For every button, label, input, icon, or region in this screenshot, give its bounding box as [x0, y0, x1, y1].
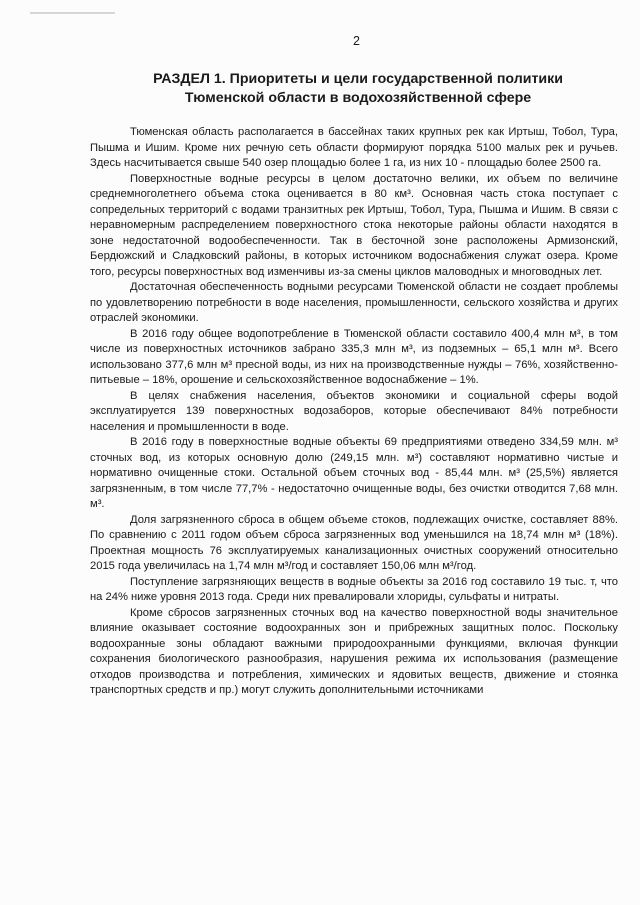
paragraph-6: В 2016 году в поверхностные водные объекты 69 предприятиями отведено 334,59 млн. м³ сточных вод, из которых основную долю (249,15 млн. м³) составляют нормативно чистые и нормативно очищенные стоки. Остальной объем сточных вод - 85,44 млн. м³ (25,5%) является загрязненным, в том числе 77,7% - недостаточно очищенные воды, без очистки отводится 7,68 млн. м³. [90, 436, 618, 510]
section-title-line-1: РАЗДЕЛ 1. Приоритеты и цели государственной политики [153, 71, 563, 87]
page-number: 2 [353, 34, 360, 48]
scan-artifact-line [30, 12, 115, 14]
section-title-line-2: Тюменской области в водохозяйственной сфере [184, 90, 532, 106]
paragraph-2: Поверхностные водные ресурсы в целом достаточно велики, их объем по величине среднемноголетнего объема стока оценивается в 80 км³. Основная часть стока поступает с сопредельных территорий с водами транзитных рек Иртыш, Тобол, Тура, Пышма и Ишим. В связи с неравномерным распределением поверхностного стока некоторые районы области находятся в зоне недостаточной водообеспеченности. Так в бесточной зоне расположены Армизонский, Бердюжский и Сладковский районы, в которых источником водоснабжения служат озера. Кроме того, ресурсы поверхностных вод изменчивы из-за смены циклов маловодных и многоводных лет. [90, 172, 618, 278]
body-text [90, 125, 618, 699]
paragraph-4: В 2016 году общее водопотребление в Тюменской области составило 400,4 млн м³, в том числе из поверхностных источников забрано 335,3 млн м³, из подземных – 65,1 млн м³. Всего использовано 377,6 млн м³ пресной воды, из них на производственные нужды – 76%, хозяйственно-питьевые – 18%, орошение и сельскохозяйственное водоснабжение – 1%. [90, 327, 618, 386]
paragraph-3: Достаточная обеспеченность водными ресурсами Тюменской области не создает проблемы по удовлетворению потребности в воде населения, промышленности, сельского хозяйства и других отраслей экономики. [90, 281, 618, 324]
paragraph-9: Кроме сбросов загрязненных сточных вод на качество поверхностной воды значительное влияние оказывает состояние водоохранных зон и прибрежных защитных полос. Поскольку водоохранные зоны обладают важными природоохранными функциями, включая функции сохранения биологического разнообразия, нарушения режима их использования (размещение отходов производства и потребления, химических и ядовитых веществ, движение и стоянка транспортных средств и пр.) могут служить дополнительными источниками [90, 606, 618, 696]
paragraph-7: Доля загрязненного сброса в общем объеме стоков, подлежащих очистке, составляет 88%. По сравнению с 2011 годом объем сброса загрязненных вод уменьшился на 18,74 млн м³ (18%). Проектная мощность 76 эксплуатируемых канализационных очистных сооружений относительно 2015 года увеличилась на 1,74 млн м³/год и составляет 150,06 млн м³/год. [90, 513, 618, 572]
paragraph-1: Тюменская область располагается в бассейнах таких крупных рек как Иртыш, Тобол, Тура, Пышма и Ишим. Кроме них речную сеть области формируют порядка 5100 малых рек и ручьев. Здесь насчитывается свыше 540 озер площадью более 1 га, из них 10 - площадью более 2500 га. [90, 126, 618, 169]
section-title [118, 70, 598, 108]
paragraph-5: В целях снабжения населения, объектов экономики и социальной сферы водой эксплуатируется 139 поверхностных водозаборов, которые обеспечивают 84% потребности населения и промышленности в воде. [90, 389, 618, 433]
paragraph-8: Поступление загрязняющих веществ в водные объекты за 2016 год составило 19 тыс. т, что на 24% ниже уровня 2013 года. Среди них превалировали хлориды, сульфаты и нитраты. [90, 575, 618, 603]
